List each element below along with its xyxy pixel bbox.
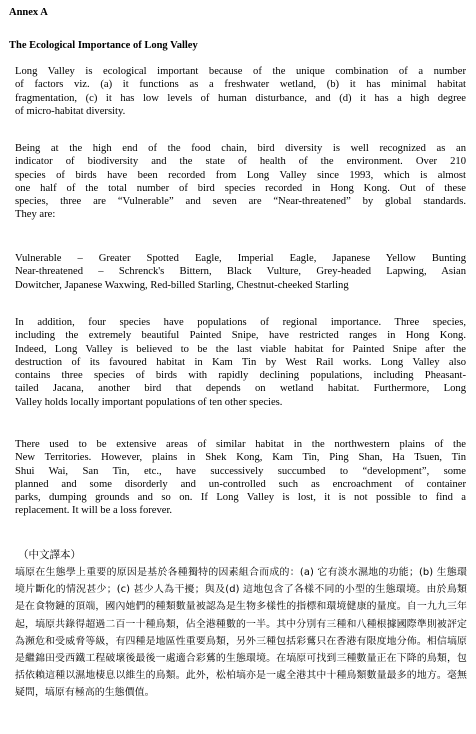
text-line: 塙原在生態學上重要的原因是基於各種獨特的因素組合而成的：(a) 它有淡水 — [15, 567, 359, 578]
text-line: contains three species of birds with rapidly declining populations, including Pheasant- — [15, 370, 466, 382]
paragraph-species-list — [15, 252, 466, 292]
annex-label: Annex A — [9, 7, 48, 18]
chinese-translation-body — [15, 564, 467, 702]
text-line: In addition, four species have populations of regional importance. Three species, — [15, 317, 466, 328]
text-line: 地包含了各樣不同的小型的生態環境。由於鳥類是在食物鏈的頂端，國內她們 — [15, 584, 468, 613]
text-line: Being at the high end of the food chain, bird diversity is well recognized as an — [15, 143, 466, 154]
text-line: one half of the total number of bird species recorded in Hong Kong. Out of these — [15, 182, 466, 194]
text-line: 濕地的功能；(b) 生態環境片斷化的情況甚少；(c) 甚少人為干擾；與及(d) 這 — [15, 567, 467, 596]
text-line: Valley holds locally important populations of ten other species. — [15, 396, 283, 408]
text-line: 處適合彩鶿的生態環境。在塙原可找到三種數量正在下降的鳥類，包括依賴這 — [15, 653, 467, 682]
text-line: destruction of its favoured habitat in Kam Tin by West Rail works. Long Valley also — [15, 356, 466, 368]
text-line: tailed Jacana, another bird that depends on wetland habitat. Furthermore, Long — [15, 383, 466, 395]
text-line: species of birds have been recorded from Long Valley since 1993, which is almost — [15, 169, 466, 181]
text-line: of micro-habitat diversity. — [15, 105, 126, 117]
text-line: replacement. It will be a loss forever. — [15, 505, 173, 517]
text-line: of factors viz. (a) it functions as a freshwater wetland, (b) it has minimal habitat — [15, 79, 466, 91]
text-line: They are: — [15, 209, 56, 221]
text-line: 的地方。毫無疑問，塙原有極高的生態價值。 — [15, 670, 467, 699]
paragraph-regional-importance — [15, 316, 466, 409]
paragraph-habitat-loss — [15, 438, 466, 518]
text-line: Shui Wai, San Tin, etc., have successively succumbed to “development”, some — [15, 465, 466, 477]
text-line: New Territories. However, plains in Shek Kong, Kam Tin, Ping Shan, Ha Tsuen, Tin — [15, 452, 466, 464]
text-line: Long Valley is ecological important because of the unique combination of a number — [15, 66, 466, 77]
paragraph-bird-diversity — [15, 142, 466, 222]
text-line: fragmentation, (c) it has low levels of human disturbance, and (d) it has a high degree — [15, 92, 466, 104]
text-line: indicator of biodiversity and the state of health of the environment. Over 210 — [15, 156, 466, 168]
text-line: Near-threatened – Schrenck's Bittern, Black Vulture, Grey-headed Lapwing, Asian — [15, 266, 466, 278]
text-line: Indeed, Long Valley is believed to be the last viable habitat for Painted Snipe after the — [15, 343, 466, 355]
text-line: 根據國際準則被評定為瀕危和受威脅等級，有四種是地區性重要鳥類，另外三 — [15, 618, 467, 647]
text-line: parks, dumping grounds and so on. If Long Valley is lost, it is not possible to find a — [15, 492, 466, 504]
text-line: 的種類數量被認為是生物多樣性的指標和環境健康的量度。自一九九三年起， — [15, 601, 468, 630]
text-line: There used to be extensive areas of similar habitat in the northwestern plains of the — [15, 439, 466, 450]
paragraph-ecological-factors — [15, 65, 466, 118]
text-line: 種以濕地棲息以維生的鳥類。此外，松柏塙亦是一處全港其中十種鳥類數量最多 — [55, 670, 407, 682]
text-line: 種包括彩鶿只在香港有限度地分佈。相信塙原是繼錦田受西鐵工程破壞後最後一 — [15, 635, 467, 665]
text-line: including the extremely beautiful Painted Snipe, have restricted ranges in Hong Kong. — [15, 330, 466, 342]
text-line: species, three are “Vulnerable” and seven are “Near-threatened” by global standards. — [15, 196, 466, 208]
text-line: Dowitcher, Japanese Waxwing, Red-billed Starling, Chestnut-cheeked Starling — [15, 279, 349, 291]
chinese-translation-heading: （中文譯本） — [18, 549, 81, 561]
text-line: planned and some disorderly and un-controlled such as encroachment of container — [15, 478, 466, 490]
text-line: 塙原共錄得超過二百一十種鳥類，佔全港種數的一半。其中分別有三種和八種 — [35, 618, 377, 630]
text-line: Vulnerable – Greater Spotted Eagle, Imperial Eagle, Japanese Yellow Bunting — [15, 253, 466, 264]
document-title: The Ecological Importance of Long Valley — [9, 40, 198, 51]
